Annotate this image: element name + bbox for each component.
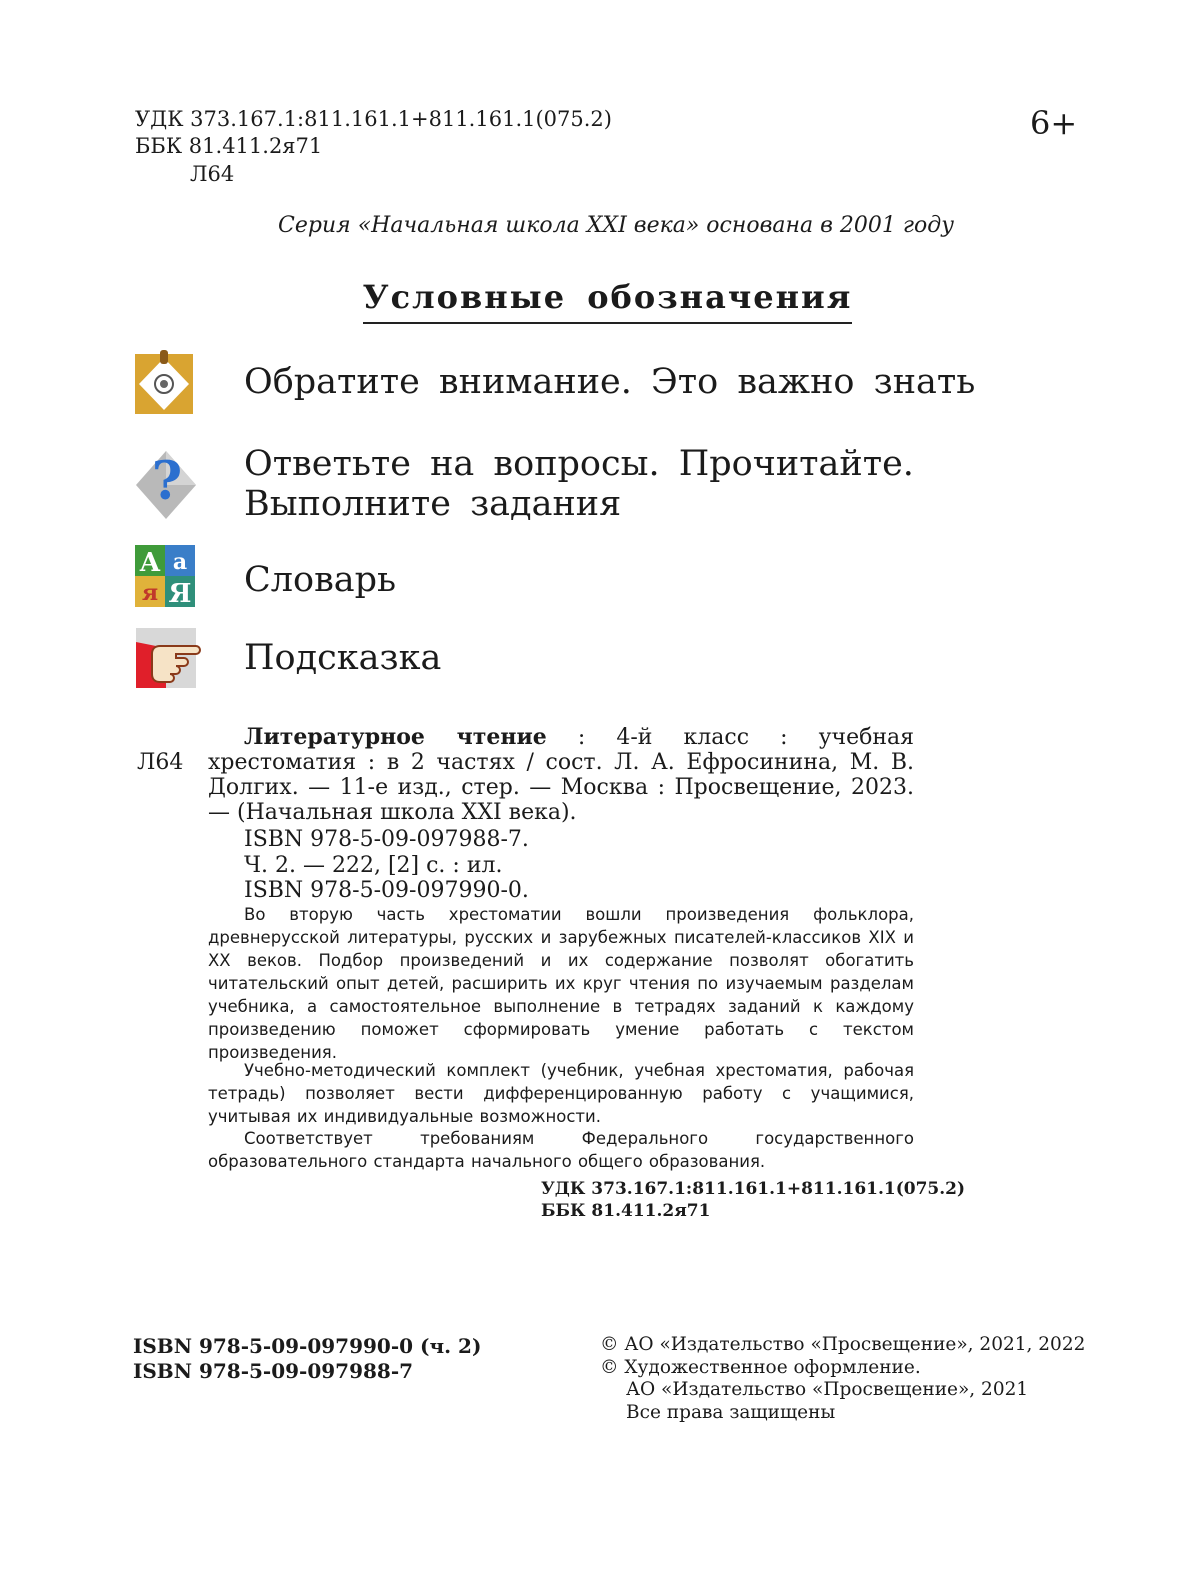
copyright-design-holder: АО «Издательство «Просвещение», 2021 [626, 1379, 1029, 1400]
dict-glyph-a-upper: А [139, 548, 161, 578]
codes-bbk: ББК 81.411.2я71 [541, 1201, 711, 1221]
bib-record [208, 725, 914, 825]
footer-isbn-part: ISBN 978-5-09-097990-0 (ч. 2) [133, 1334, 482, 1358]
legend-dictionary-text: Словарь [244, 560, 397, 600]
svg-text:?: ? [151, 451, 183, 512]
footer-isbn-total: ISBN 978-5-09-097988-7 [133, 1359, 414, 1383]
bbk-code: ББК 81.411.2я71 [135, 134, 323, 158]
bib-title: Литературное чтение [244, 724, 547, 750]
author-mark: Л64 [190, 162, 235, 186]
dict-glyph-ya-upper: Я [168, 579, 192, 607]
legend-question-line2: Выполните задания [244, 484, 622, 524]
attention-icon [135, 350, 195, 410]
annotation-paragraph-2: Учебно-методический комплект (учебник, учебная хрестоматия, рабочая тетрадь) позволяет вести дифференцированную работу с учащимися, учитывая их индивидуальные возможности. [208, 1061, 914, 1126]
copyright-design: © Художественное оформление. [600, 1357, 921, 1378]
bib-author-mark: Л64 [137, 750, 184, 775]
bib-part-info: Ч. 2. — 222, [2] с. : ил. [244, 853, 503, 878]
legend-question-line1: Ответьте на вопросы. Прочитайте. [244, 444, 914, 484]
annotation-paragraph-3: Соответствует требованиям Федерального государственного образовательного стандарта начального общего образования. [208, 1129, 914, 1171]
codes-udk: УДК 373.167.1:811.161.1+811.161.1(075.2) [541, 1179, 966, 1199]
rights-reserved: Все права защищены [626, 1402, 836, 1423]
dict-glyph-ya-lower: я [141, 580, 159, 606]
bib-isbn-set: ISBN 978-5-09-097988-7. [244, 827, 529, 852]
copyright-publisher: © АО «Издательство «Просвещение», 2021, 2022 [600, 1334, 1086, 1355]
question-icon [134, 447, 194, 512]
dict-glyph-a-lower: а [172, 549, 188, 575]
hint-pointing-hand-icon [136, 628, 196, 688]
legend-title: Условные обозначения [363, 278, 853, 324]
annotation-paragraph-1: Во вторую часть хрестоматии вошли произведения фольклора, древнерусской литературы, русских и зарубежных писателей-классиков XIX и XX веков. Подбор произведений и их содержание позволят обогатить читательский опыт детей, расширить их круг чтения по изучаемым разделам учебника, а самостоятельное выполнение в тетрадях заданий к каждому произведению поможет сформировать умение работать с текстом произведения. [208, 905, 914, 1062]
dictionary-icon [135, 545, 195, 605]
bib-isbn-part: ISBN 978-5-09-097990-0. [244, 878, 529, 903]
udk-code: УДК 373.167.1:811.161.1+811.161.1(075.2) [135, 107, 612, 131]
legend-attention-text: Обратите внимание. Это важно знать [244, 362, 976, 402]
age-rating: 6+ [1030, 104, 1078, 142]
series-note: Серия «Начальная школа XXI века» основана в 2001 году [278, 213, 954, 238]
legend-hint-text: Подсказка [244, 638, 442, 678]
bib-details: : 4-й класс : учебная хрестоматия : в 2 частях / сост. Л. А. Ефросинина, М. В. Долгих. — 11-е изд., стер. — Москва : Просвещение, 2023. — (Начальная школа XXI века). [208, 725, 915, 825]
